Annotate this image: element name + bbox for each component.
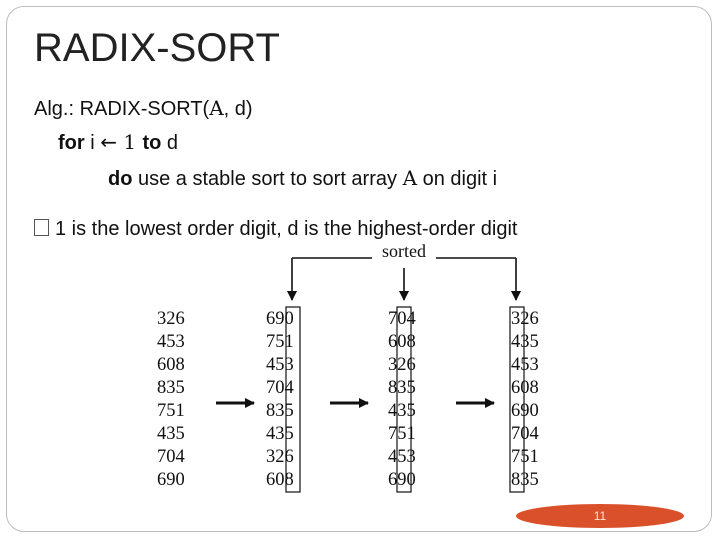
list-item: 704 — [266, 378, 294, 398]
do-array: A — [402, 166, 418, 190]
list-item: 751 — [266, 332, 294, 352]
loop-end: d — [161, 132, 179, 154]
list-item: 704 — [511, 424, 539, 444]
list-item: 835 — [511, 470, 539, 490]
list-item: 608 — [266, 470, 294, 490]
list-item: 751 — [511, 447, 539, 467]
list-item: 326 — [266, 447, 294, 467]
list-item: 435 — [388, 401, 416, 421]
page-number-badge — [516, 504, 684, 528]
list-item: 435 — [511, 332, 539, 352]
list-item: 690 — [266, 309, 294, 329]
sorted-bracket — [292, 241, 516, 300]
list-item: 453 — [388, 447, 416, 467]
signature-separator: , d) — [223, 98, 253, 120]
do-tail: on digit i — [417, 168, 498, 190]
slide-title: RADIX-SORT — [34, 26, 280, 70]
list-item: 608 — [157, 355, 185, 375]
keyword-to: to — [142, 132, 162, 154]
sorted-label: sorted — [382, 241, 426, 261]
list-item: 435 — [266, 424, 294, 444]
column-pass-3 — [511, 309, 539, 490]
signature-prefix: Alg.: RADIX-SORT( — [34, 98, 210, 120]
list-item: 835 — [388, 378, 416, 398]
list-item: 704 — [388, 309, 416, 329]
list-item: 608 — [511, 378, 539, 398]
loop-start: 1 — [117, 130, 143, 154]
list-item: 751 — [157, 401, 185, 421]
list-item: 453 — [157, 332, 185, 352]
list-item: 704 — [157, 447, 185, 467]
bullet-text: 1 is the lowest order digit, d is the highest-order digit — [55, 218, 518, 240]
list-item: 608 — [388, 332, 416, 352]
loop-variable: i — [84, 132, 101, 154]
do-text: use a stable sort to sort array — [132, 168, 403, 190]
list-item: 751 — [388, 424, 416, 444]
list-item: 835 — [266, 401, 294, 421]
page-number: 11 — [593, 509, 607, 523]
list-item: 326 — [388, 355, 416, 375]
column-input — [157, 309, 185, 490]
list-item: 435 — [157, 424, 185, 444]
list-item: 690 — [511, 401, 539, 421]
list-item: 835 — [157, 378, 185, 398]
list-item: 326 — [157, 309, 185, 329]
assign-arrow: ← — [100, 130, 117, 154]
list-item: 690 — [157, 470, 185, 490]
list-item: 690 — [388, 470, 416, 490]
list-item: 326 — [511, 309, 539, 329]
signature-array-arg: A — [209, 96, 224, 120]
column-pass-1 — [266, 309, 294, 490]
list-item: 453 — [511, 355, 539, 375]
keyword-for: for — [58, 132, 85, 154]
list-item: 453 — [266, 355, 294, 375]
keyword-do: do — [108, 168, 133, 190]
